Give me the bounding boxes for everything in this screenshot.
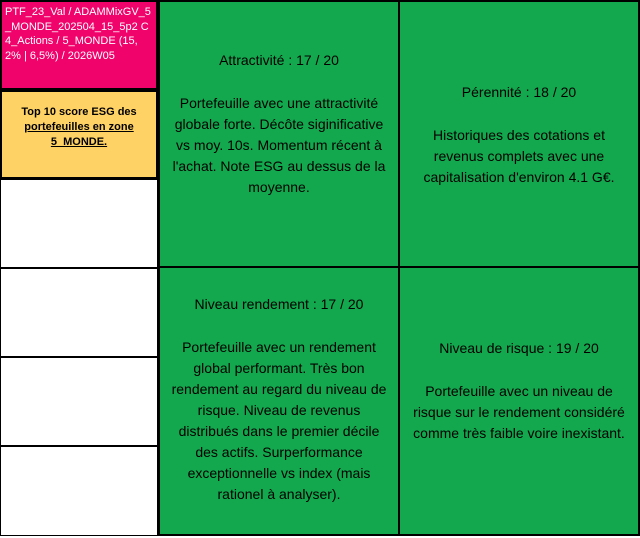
esg-note-prefix: Top 10 score ESG des — [21, 106, 137, 118]
portfolio-label-cell — [0, 0, 158, 90]
portfolio-label: PTF_23_Val / ADAMMixGV_5_MONDE_202504_15_5p2 C4_Actions / 5_MONDE (15,2% | 6,5%) / 2026W05 — [5, 6, 151, 62]
perennite-body: Historiques des cotations et revenus complets avec une capitalisation d'environ 4.1 G€. — [423, 127, 615, 185]
risque-title: Niveau de risque : 19 / 20 — [439, 340, 599, 356]
attractivite-title: Attractivité : 17 / 20 — [219, 52, 339, 68]
empty-cell-3 — [0, 357, 158, 446]
attractivite-body: Portefeuille avec une attractivité globale forte. Décôte siginificative vs moy. 10s. Momentum récent à l'achat. Note ESG au dessus de la moyenne. — [172, 95, 386, 195]
risque-block — [398, 266, 640, 536]
rendement-title: Niveau rendement : 17 / 20 — [194, 296, 364, 312]
esg-note-cell — [0, 90, 158, 179]
risque-body: Portefeuille avec un niveau de risque sur le rendement considéré comme très faible voire inexistant. — [413, 383, 625, 441]
esg-note — [2, 92, 156, 150]
attractivite-block — [158, 0, 400, 268]
perennite-block — [398, 0, 640, 268]
rendement-body: Portefeuille avec un rendement global performant. Très bon rendement au regard du niveau de risque. Niveau de revenus distribués dans le premier décile des actifs. Surperformance exceptionnelle vs index (mais rationel à analyser). — [171, 339, 387, 502]
perennite-title: Pérennité : 18 / 20 — [461, 84, 577, 100]
esg-note-underlined: portefeuilles en zone 5_MONDE. — [24, 121, 134, 148]
empty-cell-2 — [0, 268, 158, 357]
empty-cell-4 — [0, 446, 158, 536]
empty-cell-1 — [0, 179, 158, 268]
rendement-block — [158, 266, 400, 536]
